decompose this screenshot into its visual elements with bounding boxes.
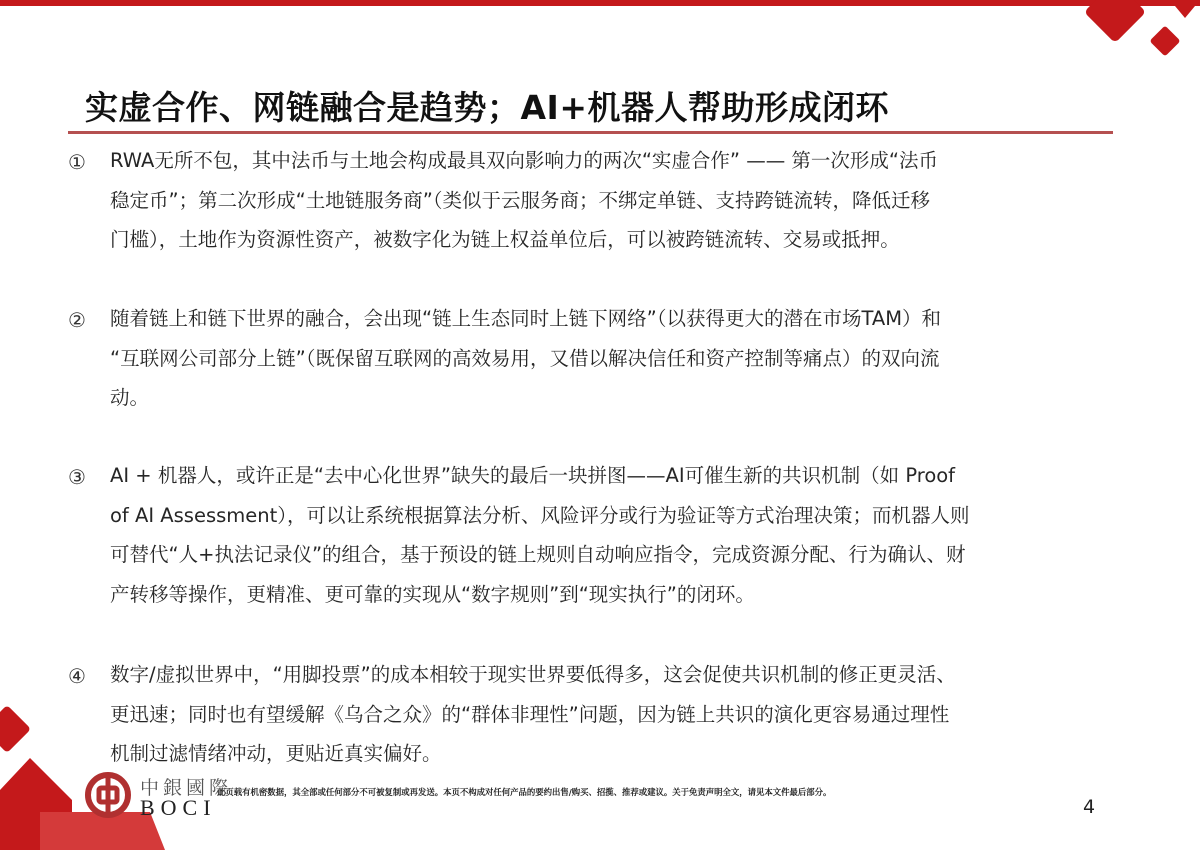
- item-line: 门槛），土地作为资源性资产，被数字化为链上权益单位后，可以被跨链流转、交易或抵押。: [110, 228, 900, 251]
- diamond-tip-top-right: [1170, 0, 1200, 18]
- item-marker: ③: [68, 465, 86, 489]
- item-line: 更迅速；同时也有望缓解《乌合之众》的“群体非理性”问题，因为链上共识的演化更容易通过理性: [110, 702, 950, 726]
- item-marker: ①: [68, 150, 86, 174]
- item-line: “互联网公司部分上链”（既保留互联网的高效易用，又借以解决信任和资产控制等痛点）的双向流: [110, 346, 940, 370]
- item-marker: ②: [68, 308, 86, 332]
- item-line: RWA无所不包，其中法币与土地会构成最具双向影响力的两次“实虚合作” —— 第一次形成“法币: [110, 149, 939, 172]
- item-line: 可替代“人+执法记录仪”的组合，基于预设的链上规则自动响应指令，完成资源分配、行为确认、财: [110, 543, 966, 566]
- slide-title: 实虚合作、网链融合是趋势；AI+机器人帮助形成闭环: [85, 88, 889, 127]
- item-line: 动。: [110, 386, 150, 409]
- item-line: 随着链上和链下世界的融合，会出现“链上生态同时上链下网络”（以获得更大的潜在市场TAM）和: [110, 307, 942, 330]
- item-marker: ④: [68, 664, 86, 688]
- item-line: AI + 机器人，或许正是“去中心化世界”缺失的最后一块拼图——AI可催生新的共识机制（如 Proof: [110, 464, 956, 487]
- diamond-bottom-left-small: [0, 705, 31, 753]
- page-number: 4: [1083, 796, 1096, 818]
- item-line: 稳定币”；第二次形成“土地链服务商”（类似于云服务商；不绑定单链、支持跨链流转，降低迁移: [110, 188, 931, 212]
- title-underline: [68, 131, 1113, 134]
- item-line: of AI Assessment），可以让系统根据算法分析、风险评分或行为验证等方式治理决策；而机器人则: [110, 503, 970, 527]
- boc-logo-icon: [84, 771, 132, 819]
- diamond-large-top-right: [1084, 0, 1146, 43]
- logo-english-name: BOCI: [140, 795, 217, 820]
- logo-chinese-name: 中銀國際: [140, 777, 233, 799]
- item-line: 数字/虚拟世界中，“用脚投票”的成本相较于现实世界要低得多，这会促使共识机制的修正更灵活、: [110, 663, 956, 686]
- footer-disclaimer: 此页载有机密数据，其全部或任何部分不可被复制或再发送。本页不构成对任何产品的要约出售/购买、招揽、推荐或建议。关于免责声明全文，请见本文件最后部分。: [217, 787, 832, 797]
- diamond-small-top-right: [1149, 25, 1180, 56]
- item-line: 机制过滤情绪冲动，更贴近真实偏好。: [110, 742, 442, 765]
- item-line: 产转移等操作，更精准、更可靠的实现从“数字规则”到“现实执行”的闭环。: [110, 582, 755, 606]
